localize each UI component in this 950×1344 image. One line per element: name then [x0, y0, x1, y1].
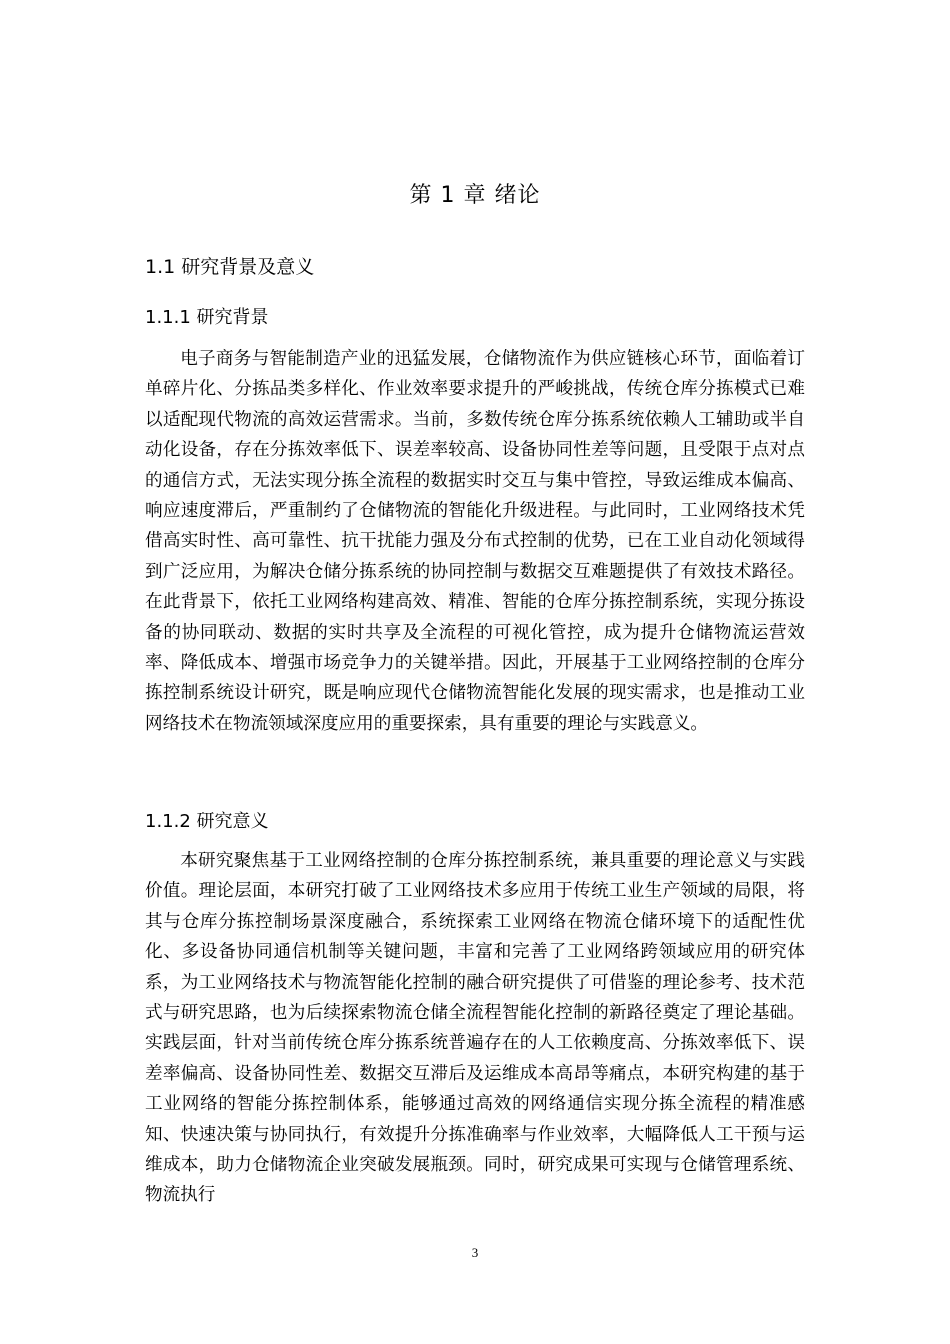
- chapter-title: 第 1 章 绪论: [409, 183, 541, 208]
- paragraph-research-significance: 本研究聚焦基于工业网络控制的仓库分拣控制系统，兼具重要的理论意义与实践价值。理论层面，本研究打破了工业网络技术多应用于传统工业生产领域的局限，将其与仓库分拣控制场景深度融合，系统探索工业网络在物流仓储环境下的适配性优化、多设备协同通信机制等关键问题，丰富和完善了工业网络跨领域应用的研究体系，为工业网络技术与物流智能化控制的融合研究提供了可借鉴的理论参考、技术范式与研究思路，也为后续探索物流仓储全流程智能化控制的新路径奠定了理论基础。实践层面，针对当前传统仓库分拣系统普遍存在的人工依赖度高、分拣效率低下、误差率偏高、设备协同性差、数据交互滞后及运维成本高昂等痛点，本研究构建的基于工业网络的智能分拣控制体系，能够通过高效的网络通信实现分拣全流程的精准感知、快速决策与协同执行，有效提升分拣准确率与作业效率，大幅降低人工干预与运维成本，助力仓储物流企业突破发展瓶颈。同时，研究成果可实现与仓储管理系统、物流执行: [145, 851, 805, 1206]
- section-heading-1-1-2: 1.1.2 研究意义: [145, 811, 269, 832]
- section-heading-1-1-1: 1.1.1 研究背景: [145, 307, 269, 328]
- paragraph-research-background: 电子商务与智能制造产业的迅猛发展，仓储物流作为供应链核心环节，面临着订单碎片化、分拣品类多样化、作业效率要求提升的严峻挑战，传统仓库分拣模式已难以适配现代物流的高效运营需求。当前，多数传统仓库分拣系统依赖人工辅助或半自动化设备，存在分拣效率低下、误差率较高、设备协同性差等问题，且受限于点对点的通信方式，无法实现分拣全流程的数据实时交互与集中管控，导致运维成本偏高、响应速度滞后，严重制约了仓储物流的智能化升级进程。与此同时，工业网络技术凭借高实时性、高可靠性、抗干扰能力强及分布式控制的优势，已在工业自动化领域得到广泛应用，为解决仓储分拣系统的协同控制与数据交互难题提供了有效技术路径。在此背景下，依托工业网络构建高效、精准、智能的仓库分拣控制系统，实现分拣设备的协同联动、数据的实时共享及全流程的可视化管控，成为提升仓储物流运营效率、降低成本、增强市场竞争力的关键举措。因此，开展基于工业网络控制的仓库分拣控制系统设计研究，既是响应现代仓储物流智能化发展的现实需求，也是推动工业网络技术在物流领域深度应用的重要探索，具有重要的理论与实践意义。: [145, 349, 805, 734]
- page-number: 3: [471, 1245, 479, 1260]
- section-heading-1-1: 1.1 研究背景及意义: [145, 256, 315, 278]
